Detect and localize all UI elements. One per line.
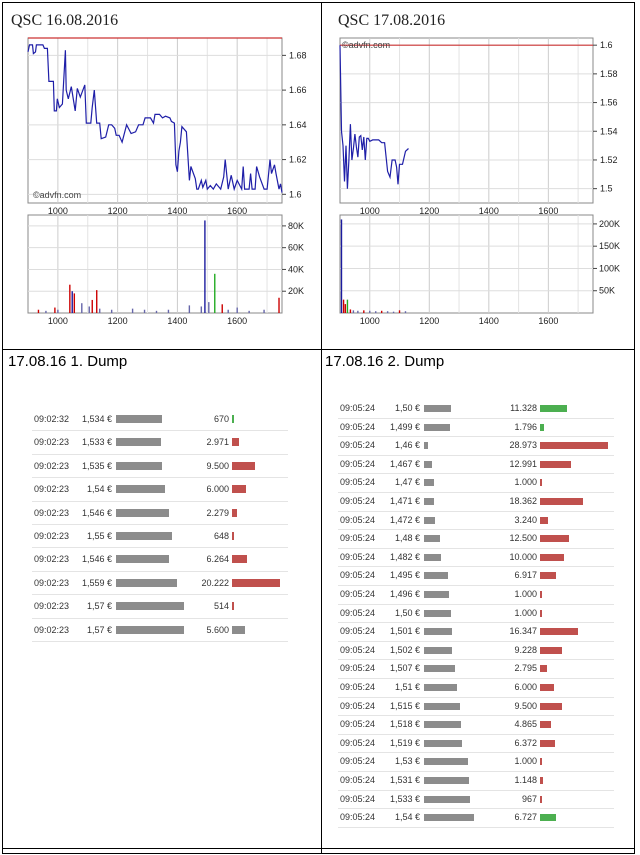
volume-panel (340, 215, 593, 313)
time-tick-label: 1200 (419, 316, 440, 326)
trade-price: 1,533 € (389, 793, 420, 804)
volume-bar (232, 626, 245, 634)
trade-price: 1,47 € (394, 477, 420, 488)
volume-bar (540, 405, 567, 412)
table-row (338, 791, 614, 810)
volume-bar (232, 532, 234, 540)
trade-price: 1,499 € (389, 421, 420, 432)
table-row (338, 419, 614, 438)
trade-price: 1,518 € (389, 719, 420, 730)
trade-volume: 2.279 (206, 507, 229, 518)
price-tick-label: 1.54 (600, 126, 618, 137)
trade-time: 09:02:23 (34, 507, 70, 518)
price-bar (424, 628, 452, 635)
trade-price: 1,501 € (389, 626, 420, 637)
trade-time: 09:05:24 (340, 589, 376, 599)
price-bar (116, 555, 169, 563)
table-row (32, 572, 288, 595)
price-bar (424, 703, 460, 710)
trade-price: 1,57 € (86, 624, 112, 635)
time-tick-label: 1400 (167, 316, 188, 326)
time-tick-label: 1200 (107, 206, 128, 216)
trade-time: 09:02:23 (34, 577, 70, 588)
trade-volume: 9.228 (514, 644, 537, 655)
price-bar (116, 438, 161, 446)
table-row (32, 431, 288, 454)
price-bar (424, 777, 469, 784)
price-bar (424, 758, 468, 765)
time-tick-label: 1400 (167, 206, 188, 216)
dump-title: 17.08.16 1. Dump (8, 353, 128, 370)
trade-price: 1,472 € (389, 514, 420, 525)
table-row (338, 549, 614, 568)
trade-time: 09:02:23 (34, 460, 70, 471)
price-bar (424, 442, 428, 449)
trade-time: 09:05:24 (340, 533, 376, 544)
price-tick-label: 1.56 (600, 97, 618, 108)
volume-bar (232, 462, 255, 470)
table-row (338, 642, 614, 661)
table-row (338, 567, 614, 586)
price-bar (424, 461, 432, 468)
price-bar (424, 498, 434, 505)
trade-volume: 18.362 (509, 496, 537, 506)
volume-bar (540, 721, 551, 728)
volume-bar (540, 610, 542, 617)
trade-volume: 28.973 (509, 440, 537, 451)
trade-price: 1,515 € (389, 700, 420, 711)
table-row (338, 400, 614, 419)
time-tick-label: 1000 (359, 206, 380, 216)
trade-price: 1,519 € (389, 737, 420, 748)
trade-volume: 6.264 (206, 554, 229, 565)
table-row (32, 502, 288, 525)
volume-bar (540, 777, 543, 784)
watermark: ©advfn.com (342, 40, 391, 50)
trade-time: 09:02:23 (34, 624, 70, 635)
time-tick-label: 1600 (227, 316, 248, 326)
volume-bar (540, 796, 542, 803)
trade-volume: 1.000 (514, 589, 537, 599)
trade-price: 1,507 € (389, 663, 420, 674)
trade-price: 1,54 € (394, 812, 420, 823)
price-bar (116, 485, 165, 493)
trade-time: 09:05:24 (340, 458, 376, 469)
trade-volume: 12.991 (509, 458, 537, 469)
price-bar (424, 814, 474, 821)
trade-volume: 11.328 (510, 403, 537, 413)
table-row (338, 437, 614, 456)
volume-tick-label: 100K (599, 263, 621, 274)
price-bar (116, 579, 177, 587)
time-tick-label: 1400 (478, 206, 499, 216)
trade-time: 09:05:24 (340, 812, 376, 823)
table-row (338, 660, 614, 679)
trade-time: 09:02:32 (34, 414, 70, 424)
dump-title: 17.08.16 2. Dump (325, 353, 445, 370)
volume-bar (540, 479, 542, 486)
price-bar (424, 405, 451, 412)
table-row (338, 698, 614, 717)
price-bar (116, 509, 169, 517)
volume-bar (232, 509, 237, 517)
price-tick-label: 1.64 (289, 119, 307, 130)
trade-price: 1,48 € (394, 533, 420, 544)
trade-price: 1,57 € (86, 601, 112, 612)
volume-bar (540, 498, 583, 505)
trade-time: 09:05:24 (340, 737, 376, 748)
price-bar (116, 462, 162, 470)
trade-time: 09:05:24 (340, 682, 376, 692)
table-row (338, 623, 614, 642)
trade-time: 09:05:24 (340, 403, 376, 413)
volume-tick-label: 80K (288, 220, 305, 231)
price-bar (424, 796, 470, 803)
trade-time: 09:05:24 (340, 756, 376, 767)
trade-price: 1,531 € (389, 775, 420, 785)
price-bar (424, 424, 450, 431)
trade-volume: 1.000 (514, 477, 537, 488)
trade-time: 09:05:24 (340, 496, 376, 506)
trade-time: 09:02:23 (34, 554, 70, 565)
trade-time: 09:05:24 (340, 775, 376, 785)
volume-bar (232, 415, 234, 423)
time-tick-label: 1400 (478, 316, 499, 326)
table-row (32, 455, 288, 478)
volume-bar (540, 554, 564, 561)
volume-bar (232, 579, 280, 587)
trade-price: 1,467 € (389, 458, 420, 469)
price-bar (424, 517, 435, 524)
trade-price: 1,495 € (389, 570, 420, 581)
price-bar (424, 479, 434, 486)
trade-volume: 6.727 (514, 812, 537, 823)
watermark: ©advfn.com (33, 190, 82, 200)
price-bar (424, 591, 449, 598)
volume-bar (540, 684, 554, 691)
table-row (338, 605, 614, 624)
volume-bar (540, 758, 542, 765)
price-bar (116, 602, 184, 610)
time-tick-label: 1200 (419, 206, 440, 216)
trade-volume: 1.000 (514, 607, 537, 618)
trade-time: 09:05:24 (340, 551, 376, 562)
trade-price: 1,51 € (394, 682, 420, 692)
price-bar (424, 740, 462, 747)
trade-volume: 2.795 (514, 663, 537, 674)
volume-bar (540, 424, 544, 431)
time-tick-label: 1000 (47, 316, 68, 326)
trade-time: 09:05:24 (340, 514, 376, 525)
trade-time: 09:05:24 (340, 700, 376, 711)
trade-time: 09:05:24 (340, 570, 376, 581)
volume-bar (540, 740, 555, 747)
trade-time: 09:05:24 (340, 421, 376, 432)
price-tick-label: 1.68 (289, 50, 307, 61)
trade-price: 1,559 € (81, 577, 112, 588)
trade-time: 09:05:24 (340, 663, 376, 674)
price-bar (424, 684, 457, 691)
trade-time: 09:02:23 (34, 601, 70, 612)
table-row (32, 595, 288, 618)
trade-volume: 1.000 (514, 756, 537, 767)
trade-price: 1,482 € (389, 551, 420, 562)
volume-bar (540, 517, 548, 524)
price-bar (424, 610, 451, 617)
trade-volume: 3.240 (514, 514, 537, 525)
trade-price: 1,54 € (86, 484, 112, 495)
volume-tick-label: 40K (288, 264, 305, 275)
volume-tick-label: 20K (288, 286, 305, 297)
trade-price: 1,46 € (394, 440, 420, 451)
table-row (338, 512, 614, 531)
volume-tick-label: 60K (288, 242, 305, 253)
trade-volume: 10.000 (509, 551, 537, 562)
trade-price: 1,533 € (81, 437, 112, 448)
trade-time: 09:05:24 (340, 477, 376, 488)
table-row (338, 809, 614, 828)
volume-bar (540, 461, 571, 468)
trade-price: 1,534 € (81, 414, 112, 424)
table-row (338, 474, 614, 493)
price-tick-label: 1.62 (289, 154, 307, 165)
trade-price: 1,471 € (389, 496, 420, 506)
price-bar (116, 415, 162, 423)
trade-volume: 967 (521, 793, 537, 804)
trade-time: 09:02:23 (34, 437, 70, 448)
volume-bar (232, 555, 247, 563)
volume-bar (540, 665, 547, 672)
price-bar (424, 665, 455, 672)
trade-volume: 6.372 (514, 737, 537, 748)
time-tick-label: 1000 (47, 206, 68, 216)
row-divider-bottom (3, 848, 634, 849)
volume-tick-label: 150K (599, 241, 621, 252)
trade-volume: 6.000 (514, 682, 537, 692)
trade-time: 09:02:23 (34, 484, 70, 495)
trade-volume: 648 (213, 531, 229, 541)
trade-volume: 1.796 (514, 421, 537, 432)
table-row (338, 493, 614, 512)
trade-volume: 20.222 (201, 577, 229, 588)
trade-volume: 6.000 (206, 484, 229, 495)
trade-volume: 1.148 (514, 775, 537, 785)
price-panel (340, 38, 593, 203)
time-tick-label: 1600 (538, 206, 559, 216)
table-row (338, 456, 614, 475)
trade-volume: 5.600 (206, 624, 229, 635)
trade-price: 1,546 € (81, 554, 112, 565)
trade-volume: 670 (213, 414, 229, 424)
trade-table (338, 400, 614, 828)
table-row (338, 716, 614, 735)
table-row (32, 408, 288, 431)
table-row (32, 548, 288, 571)
price-tick-label: 1.6 (600, 40, 613, 51)
price-tick-label: 1.58 (600, 68, 618, 79)
trade-time: 09:05:24 (340, 644, 376, 655)
trade-volume: 6.917 (514, 570, 537, 581)
trade-price: 1,50 € (394, 607, 420, 618)
trade-time: 09:05:24 (340, 440, 376, 451)
trade-volume: 9.500 (206, 460, 229, 471)
table-row (32, 478, 288, 501)
trade-price: 1,535 € (81, 460, 112, 471)
price-tick-label: 1.52 (600, 154, 618, 165)
trade-volume: 12.500 (509, 533, 537, 544)
trade-price: 1,50 € (394, 403, 420, 413)
table-row (338, 679, 614, 698)
trade-price: 1,496 € (389, 589, 420, 599)
table-row (338, 735, 614, 754)
time-tick-label: 1600 (227, 206, 248, 216)
row-divider (3, 349, 634, 350)
volume-bar (540, 703, 562, 710)
trade-price: 1,53 € (394, 756, 420, 767)
volume-bar (540, 628, 578, 635)
table-row (32, 619, 288, 642)
volume-bar (540, 591, 542, 598)
table-row (338, 530, 614, 549)
trade-volume: 2.971 (206, 437, 229, 448)
trade-time: 09:05:24 (340, 626, 376, 637)
table-row (338, 753, 614, 772)
time-tick-label: 1000 (359, 316, 380, 326)
time-tick-label: 1600 (538, 316, 559, 326)
trade-time: 09:05:24 (340, 793, 376, 804)
trade-price: 1,55 € (86, 531, 112, 541)
trade-volume: 514 (213, 601, 229, 612)
volume-bar (540, 814, 556, 821)
price-bar (424, 535, 440, 542)
trade-price: 1,502 € (389, 644, 420, 655)
volume-bar (540, 647, 562, 654)
price-bar (424, 572, 448, 579)
price-bar (424, 554, 441, 561)
price-tick-label: 1.6 (289, 189, 302, 200)
price-volume-chart (0, 0, 640, 345)
volume-bar (540, 442, 608, 449)
volume-bar (232, 438, 239, 446)
trade-time: 09:05:24 (340, 719, 376, 730)
time-tick-label: 1200 (107, 316, 128, 326)
volume-bar (540, 535, 569, 542)
trade-volume: 9.500 (514, 700, 537, 711)
price-tick-label: 1.66 (289, 85, 307, 96)
trade-time: 09:02:23 (34, 531, 70, 541)
volume-tick-label: 200K (599, 218, 621, 229)
table-row (338, 772, 614, 791)
trade-volume: 4.865 (514, 719, 537, 730)
volume-bar (232, 485, 246, 493)
trade-table (32, 408, 288, 648)
price-tick-label: 1.5 (600, 183, 613, 194)
trade-price: 1,546 € (81, 507, 112, 518)
chart-title: QSC 16.08.2016 (11, 12, 119, 29)
table-row (32, 525, 288, 548)
volume-tick-label: 50K (599, 285, 616, 296)
price-bar (116, 626, 184, 634)
price-bar (116, 532, 172, 540)
trade-volume: 16.347 (509, 626, 537, 637)
trade-time: 09:05:24 (340, 607, 376, 618)
chart-title: QSC 17.08.2016 (338, 12, 446, 29)
table-row (338, 586, 614, 605)
price-bar (424, 647, 452, 654)
price-bar (424, 721, 461, 728)
volume-bar (540, 572, 556, 579)
volume-bar (232, 602, 234, 610)
